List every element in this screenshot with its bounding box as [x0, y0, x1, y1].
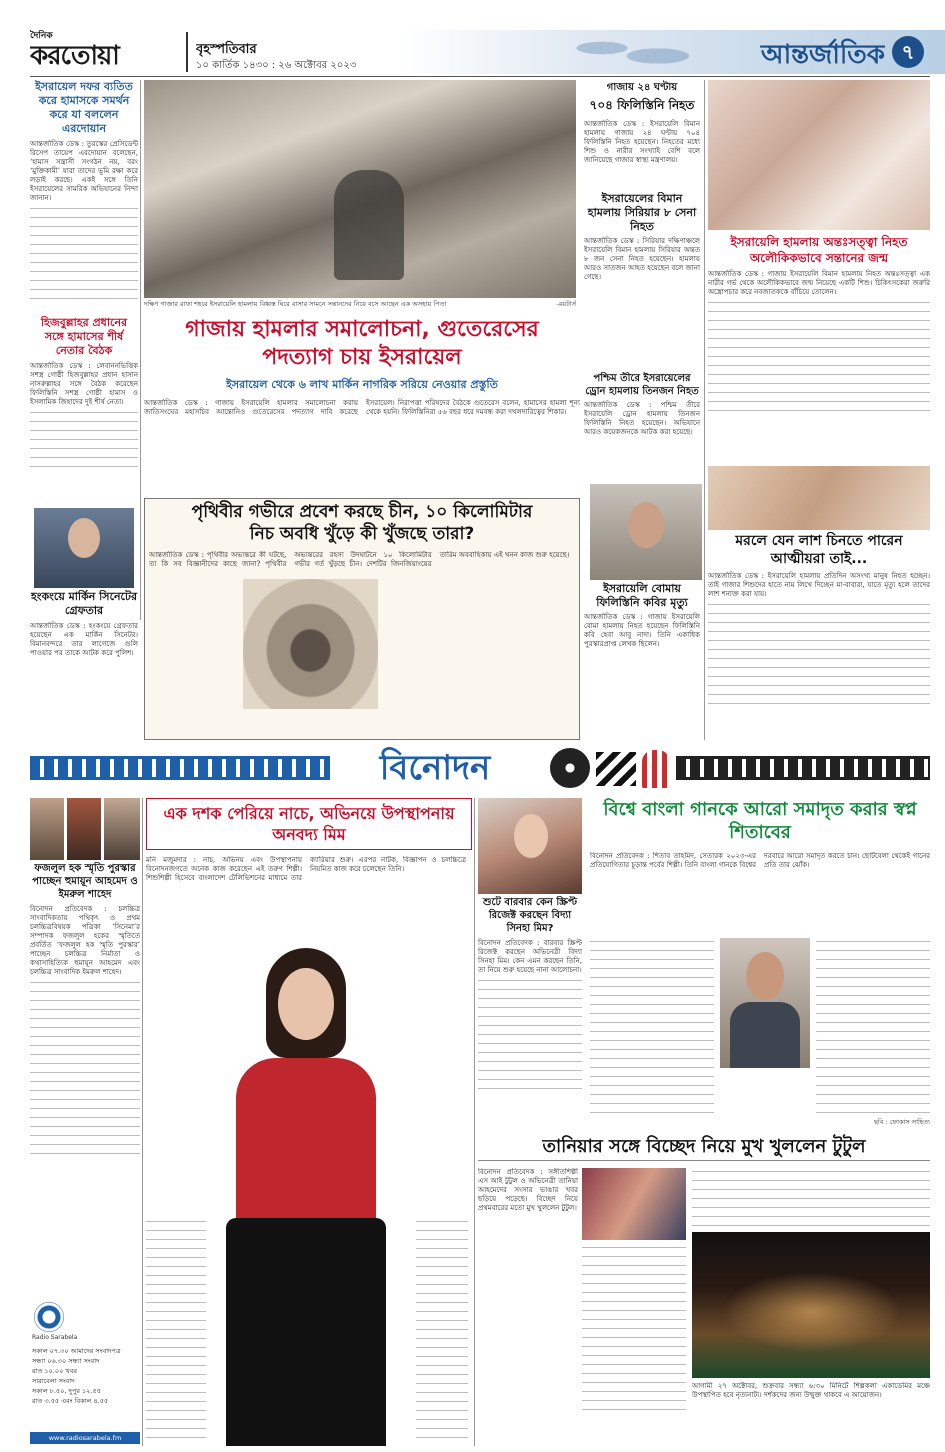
gaza-photo-figure [334, 170, 404, 280]
china-body: আন্তর্জাতিক ডেস্ক : পৃথিবীর অভ্যন্তরে কী ঘটছে, তা কি সব বিজ্ঞানীদের কাছে জানা? পৃথিবীর অভ্যন্তরের রহস্য উদঘাটনে ১০ কিলোমিটার গভীর গর্ত খুঁড়ছে চীন। দেশটির জিনজিয়াংয়ের তারিম অববাহিকায় এই খনন কাজ শুরু হয়েছে। [149, 551, 570, 568]
col-rule [140, 80, 141, 620]
bidya-face [514, 814, 548, 858]
story-hezbollah [30, 316, 138, 506]
dance-body: আগামী ২৭ অক্টোবর, শুক্রবার সন্ধ্যা ৬:৩০ মিনিটে শিল্পকলা একাডেমির মঞ্চে উপস্থাপিত হবে নৃত্যনাট্য। দর্শকদের জন্য উন্মুক্ত থাকবে এ আয়োজন। [692, 1382, 930, 1399]
erdogan-body-continued [30, 205, 138, 305]
radio-logo-icon [34, 1302, 64, 1332]
story-bidya [478, 896, 582, 1126]
newborn-body-continued [708, 299, 930, 419]
logo [30, 28, 180, 70]
senator-photo [34, 508, 134, 588]
story-westbank [584, 372, 700, 480]
story-guterres [144, 316, 580, 496]
tutul-body-continued [582, 1244, 686, 1414]
guterres-body: আন্তর্জাতিক ডেস্ক : গাজায় ইসরায়েলি হামলার সমালোচনা করায় জাতিসংঘের মহাসচিব আন্তোনিও গুতেরেসের পদত্যাগ দাবি করেছে ইসরায়েল। নিরাপত্তা পরিষদের বৈঠকে গুতেরেস বলেন, হামাসের হামলা শূন্য থেকে হয়নি। ফিলিস্তিনিরা ৫৬ বছর ধরে দমবন্ধ করা দখলদারিত্বের শিকার। [144, 399, 580, 416]
radio-line: সন্ধ্যা ০৬.৩০ সন্ধ্যা সংবাদ [32, 1357, 100, 1365]
mim-headline: এক দশক পেরিয়ে নাচে, অভিনয়ে উপস্থাপনায় অনবদ্য মিম [146, 798, 472, 850]
radio-line: রাত ৩.৫৫ এবং বিকাল ৪.৫৫ [32, 1397, 109, 1405]
gaza24-headline: ৭০৪ ফিলিস্তিনি নিহত [589, 98, 695, 112]
mim-body: মনি মজুমদার : নাচ, অভিনয় এবং উপস্থাপনায় বিনোদনজগতে অনেক কাজ করেছেন এই তরুণ শিল্পী। শিশুশিল্পী হিসেবে বাংলাদেশ টেলিভিশনের মাধ্যমে তার ক্যারিয়ার শুরু। এরপর নাটক, বিজ্ঞাপন ও চলচ্চিত্রে নিয়মিত কাজ করে চলেছেন তিনি। [146, 856, 466, 882]
gaza24-kicker: গাজায় ২৪ ঘণ্টায় [606, 82, 678, 93]
logo-main: করতোয়া [30, 41, 119, 70]
dance-photo [692, 1232, 930, 1378]
poet-face [628, 502, 664, 548]
popcorn-icon [642, 750, 670, 788]
newborn-body: আন্তর্জাতিক ডেস্ক : গাজায় ইসরায়েলি বিমান হামলায় নিহত অন্তঃসত্ত্বা এক নারীর গর্ভ থেকে অলৌকিকভাবে জন্ম নিয়েছে একটি শিশু। চিকিৎসকেরা জরুরি অস্ত্রোপচার করে নবজাতককে বাঁচিয়ে তোলেন। [708, 270, 930, 296]
masthead [0, 0, 945, 78]
story-hand [708, 532, 930, 740]
fazlul-body-continued [30, 979, 140, 1159]
film-strip-left [30, 756, 330, 780]
hand-headline: মরলে যেন লাশ চিনতে পারেন আত্মীয়রা তাই... [735, 533, 903, 567]
radio-ad [30, 1300, 140, 1446]
hezbollah-headline: হিজবুল্লাহর প্রধানের সঙ্গে হামাসের শীর্ষ নেতার বৈঠক [40, 316, 128, 357]
header-rule [30, 76, 930, 77]
portrait-1 [30, 798, 64, 860]
mim-body-continued [146, 1218, 206, 1438]
bidya-body: বিনোদন প্রতিবেদক : বারবার স্ক্রিপ্ট রিজেক্ট করছেন অভিনেত্রী বিদ্যা সিনহা মিম। কেন এমন করছেন তিনি, তা নিয়ে শুরু হয়েছে নানা আলোচনা। [478, 939, 582, 974]
mim-face [278, 968, 334, 1040]
tutul-photo [582, 1168, 686, 1240]
poet-body: আন্তর্জাতিক ডেস্ক : গাজায় ইসরায়েলি বোমা হামলায় নিহত হয়েছেন ফিলিস্তিনি কবি হেবা আবু নাদা। তিনি একাধিক পুরস্কারপ্রাপ্ত লেখক ছিলেন। [584, 613, 700, 648]
senator-body: আন্তর্জাতিক ডেস্ক : হংকংয়ে গ্রেফতার হয়েছেন এক মার্কিন সিনেটর। বিমানবন্দরে তার লাগেজে গুলি পাওয়ার পর তাকে আটক করে পুলিশ। [30, 622, 138, 657]
radio-line: সারাবেলা সংবাদ [32, 1377, 75, 1385]
portrait-2 [67, 798, 101, 860]
radio-line: সকাল ৮.৫০, দুপুর ১২.৫৫ [32, 1387, 101, 1395]
header-day: বৃহস্পতিবার [196, 42, 257, 57]
bidya-headline: শুটে বারবার কেন স্ক্রিপ্ট রিজেক্ট করছেন বিদ্যা সিনহা মিম? [482, 897, 578, 934]
poet-photo [590, 484, 702, 580]
story-shitab [590, 798, 930, 1128]
story-newborn [708, 234, 930, 464]
dance-stage-light [722, 1272, 902, 1352]
shitab-face [746, 952, 784, 1000]
tutul-headline: তানিয়ার সঙ্গে বিচ্ছেদ নিয়ে মুখ খুললেন টুটুল [478, 1134, 930, 1161]
gaza-photo [144, 80, 576, 298]
shitab-body-continued [816, 938, 930, 1118]
bidya-photo [478, 798, 582, 894]
clapperboard-icon [596, 752, 636, 786]
newborn-headline: ইসরায়েলি হামলায় অন্তঃসত্ত্বা নিহত অলৌকিকভাবে সন্তানের জন্ম [730, 235, 908, 265]
hezbollah-body-continued [30, 409, 138, 469]
mim-top [236, 1058, 376, 1228]
page-number: ৭ [892, 36, 924, 68]
tutul-body-continued [692, 1168, 930, 1228]
poet-headline: ইসরায়েলি বোমায় ফিলিস্তিনি কবির মৃত্যু [596, 582, 688, 609]
story-mim [146, 798, 472, 1446]
radio-name: Radio Sarabela [32, 1334, 78, 1341]
radio-line: সকাল ০৭.৩০ আমাদের সংবাদপত্র [32, 1347, 121, 1355]
col-rule [474, 798, 475, 1446]
logo-small: দৈনিক [30, 31, 53, 41]
radio-website: www.radiosarabela.fm [30, 1432, 140, 1444]
story-erdogan [30, 80, 138, 305]
shitab-body: বিনোদন প্রতিবেদক : শিতাব তাহমিদ, সেতারক ২০২৩-এর প্রতিযোগিতার চূড়ান্ত পর্বের শিল্পী। তিনি বাংলা গানকে বিশ্বের দরবারে আরো সমাদৃত করতে চান। ছোটবেলা থেকেই গানের প্রতি তার ঝোঁক। [590, 852, 930, 869]
fazlul-headline: ফজলুল হক স্মৃতি পুরস্কার পাচ্ছেন হুমায়ূন আহমেদ ও ইমরুল শাহেদ [32, 863, 138, 900]
header-date: ১০ কার্তিক ১৪৩০ : ২৬ অক্টোবর ২০২৩ [196, 60, 357, 71]
china-headline-b: নিচ অবধি খুঁড়ে কী খুঁজছে তারা? [249, 524, 475, 544]
guterres-headline-b: পদত্যাগ চায় ইসরায়েল [262, 345, 462, 370]
film-reel-icon [550, 748, 590, 788]
westbank-headline: পশ্চিম তীরে ইসরায়েলের ড্রোন হামলায় তিনজন নিহত [585, 373, 699, 397]
shitab-body-continued [590, 938, 714, 1118]
shitab-headline: বিশ্বে বাংলা গানকে আরো সমাদৃত করার স্বপ্ন শিতাবের [603, 799, 917, 843]
story-senator [30, 590, 138, 740]
china-headline-a: পৃথিবীর গভীরে প্রবেশ করছে চীন, ১০ কিলোমিটার [191, 502, 533, 522]
story-fazlul [30, 862, 140, 1182]
gaza-caption-credit: -রয়টার্স [556, 300, 576, 308]
hand-photo [708, 466, 930, 530]
newborn-photo [708, 80, 930, 230]
hand-body-continued [708, 601, 930, 711]
col-rule [704, 80, 705, 740]
story-poet [584, 582, 700, 740]
col-rule [142, 798, 143, 1446]
radio-line: রাত ১০.০০ খবর [32, 1367, 77, 1375]
mim-photo [196, 948, 406, 1446]
guterres-subhead: ইসরায়েল থেকে ৬ লাখ মার্কিন নাগরিক সরিয়ে নেওয়ার প্রস্তুতি [226, 378, 498, 391]
radio-schedule [32, 1346, 140, 1406]
tutul-body: বিনোদন প্রতিবেদক : সঙ্গীতশিল্পী এস আই টুটুল ও অভিনেত্রী তানিয়া আহমেদের সংসার ভাঙার খবর ছড়িয়ে পড়েছে। বিচ্ছেদ নিয়ে প্রথমবারের মতো মুখ খুললেন টুটুল। [478, 1168, 578, 1212]
story-gaza-24h [584, 80, 700, 190]
mim-skirt [226, 1218, 386, 1446]
story-syria [584, 192, 700, 332]
header-divider [186, 32, 188, 72]
guterres-headline-a: গাজায় হামলার সমালোচনা, গুতেরেসের [185, 317, 539, 342]
syria-body: আন্তর্জাতিক ডেস্ক : সিরিয়ার দক্ষিণাঞ্চলে ইসরায়েলি বিমান হামলায় সিরিয়ার অন্তত ৮ জন সেনা নিহত হয়েছেন। হামলায় আরও সাতজন আহত হয়েছেন বলে জানা গেছে। [584, 237, 700, 281]
portrait-3 [104, 798, 140, 860]
world-map-decoration [560, 32, 700, 72]
hezbollah-body: আন্তর্জাতিক ডেস্ক : লেবাননভিত্তিক সশস্ত্র গোষ্ঠী হিজবুল্লাহর প্রধান হাসান নাসরুল্লাহর সঙ্গে বৈঠক করেছেন ফিলিস্তিনি সশস্ত্র গোষ্ঠী হামাস ও ইসলামিক জিহাদের দুই শীর্ষ নেতা। [30, 362, 138, 406]
gaza-caption-text: দক্ষিণ গাজার রাফা শহরে ইসরায়েলি হামলায় বিধ্বস্ত ঘিরে বাসার সামনে সন্তানদের নিয়ে বসে আছেন এক অসহায় পিতা [144, 300, 447, 308]
section-title: আন্তর্জাতিক [760, 40, 885, 70]
story-china [144, 498, 580, 740]
shitab-photo-credit: ছবি : ফোকাস সাহিত্য [873, 1118, 930, 1126]
westbank-body: আন্তর্জাতিক ডেস্ক : পশ্চিম তীরে ইসরায়েলি ড্রোন হামলায় তিনজন ফিলিস্তিনি নিহত হয়েছেন। অভিযানে আরও কয়েকজনকে আটক করা হয়েছে। [584, 401, 700, 436]
senator-face [68, 518, 100, 558]
bidya-body-continued [478, 977, 582, 1097]
erdogan-body: আন্তর্জাতিক ডেস্ক : তুরস্কের প্রেসিডেন্ট রিসেপ তায়েপ এরদোয়ান বলেছেন, ‘হামাস সন্ত্রাসী সংগঠন নয়, বরং ‘মুক্তিকামী’ যারা তাদের ভূমি রক্ষা করে লড়াই করছে। একই সঙ্গে তিনি ইসরায়েলের সামরিক অভিযানের নিন্দা জানান। [30, 140, 138, 202]
story-tutul [478, 1134, 930, 1446]
senator-headline: হংকংয়ে মার্কিন সিনেটের গ্রেফতার [30, 590, 138, 617]
shitab-photo [720, 938, 810, 1068]
fazlul-photos [30, 798, 140, 860]
shitab-shirt [730, 1002, 800, 1068]
mim-body-continued [416, 1218, 468, 1438]
gaza24-body: আন্তর্জাতিক ডেস্ক : ইসরায়েলি বিমান হামলায় গাজায় ২৪ ঘণ্টায় ৭০৪ ফিলিস্তিনি নিহত হয়েছেন। নিহতের মধ্যে শিশু ও নারীর সংখ্যাই বেশি বলে জানিয়েছে গাজার স্বাস্থ্য মন্ত্রণালয়। [584, 120, 700, 164]
entertainment-title: বিনোদন [379, 748, 491, 788]
fazlul-body: বিনোদন প্রতিবেদক : চলচ্চিত্র সাংবাদিকতায় পথিকৃৎ ও প্রথম চলচ্চিত্রবিষয়ক পত্রিকা ‘সিনেমা’র সম্পাদক ফজলুল হকের স্মৃতিতে প্রবর্তিত ‘ফজলুল হক স্মৃতি পুরস্কার’ পাচ্ছেন চলচ্চিত্র নির্মাতা ও কথাসাহিত্যিক হুমায়ূন আহমেদ এবং চলচ্চিত্র সাংবাদিক ইমরুল শাহেদ। [30, 905, 140, 976]
syria-headline: ইসরায়েলের বিমান হামলায় সিরিয়ার ৮ সেনা নিহত [587, 192, 697, 233]
film-strip-right [676, 756, 930, 780]
erdogan-headline: ইসরায়েল দফর ব্যতিত করে হামাসকে সমর্থন করে যা বললেন এরদোয়ান [35, 80, 133, 135]
gaza-photo-caption [144, 300, 576, 310]
entertainment-banner [30, 742, 930, 794]
hand-body: আন্তর্জাতিক ডেস্ক : ইসরায়েলি হামলায় প্রতিদিন অসংখ্য মানুষ নিহত হচ্ছেন। তাই গাজার শিশুদের হাতে নাম লিখে দিচ্ছেন মা-বাবারা, যাতে মৃত্যু হলে তাদের লাশ শনাক্ত করা যায়। [708, 572, 930, 598]
